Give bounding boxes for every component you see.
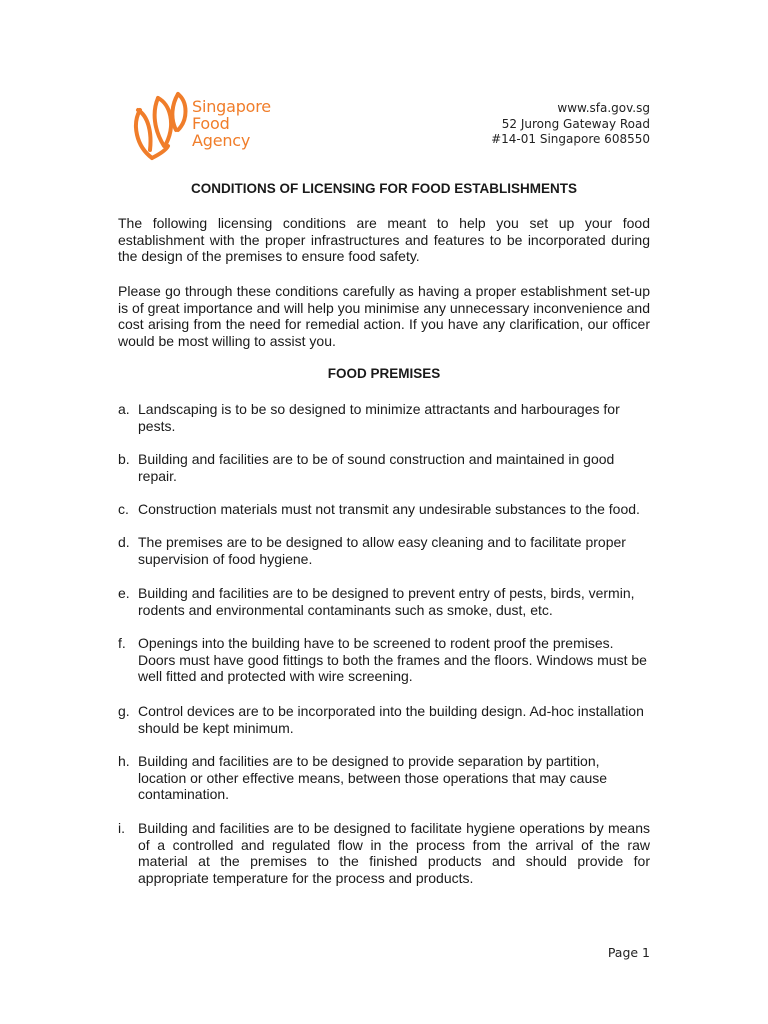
address-block (491, 101, 650, 148)
logo-line-2: Food (192, 114, 230, 133)
list-item-text: Building and facilities are to be designed to provide separation by partition, location or other effective means, between those operations that may cause contamination. (138, 753, 608, 803)
list-item-text: The premises are to be designed to allow easy cleaning and to facilitate proper supervision of food hygiene. (138, 534, 626, 567)
list-item-text: Construction materials must not transmit any undesirable substances to the food. (138, 501, 640, 517)
document-title: CONDITIONS OF LICENSING FOR FOOD ESTABLISHMENTS (190, 181, 577, 196)
intro-paragraph: Please go through these conditions carefully as having a proper establishment set-up is of great importance and will help you minimise any unnecessary inconvenience and cost arising from the need for remedial action. If you have any clarification, our officer would be most willing to assist you. (118, 283, 650, 350)
address-street: 52 Jurong Gateway Road (501, 116, 650, 131)
list-item-letter: c. (118, 501, 129, 517)
list-item-text: Openings into the building have to be screened to rodent proof the premises. Doors must have good fittings to both the frames and the floors. Windows must be well fitted and protected with wire screening. (138, 635, 647, 685)
list-item-text: Control devices are to be incorporated into the building design. Ad-hoc installation should be kept minimum. (138, 703, 644, 736)
list-item (118, 703, 650, 736)
sfa-logo (130, 88, 290, 164)
list-item-letter: b. (118, 451, 130, 467)
list-item (118, 534, 650, 567)
address-unit: #14-01 Singapore 608550 (491, 132, 650, 146)
list-item (118, 585, 650, 618)
website-link[interactable]: www.sfa.gov.sg (557, 101, 650, 115)
logo-line-1: Singapore (192, 97, 271, 116)
list-item-letter: i. (118, 820, 125, 836)
intro-paragraph: The following licensing conditions are meant to help you set up your food establishment with the proper infrastructures and features to be incorporated during the design of the premises to ensure food safety. (118, 215, 650, 265)
list-item-text: Building and facilities are to be designed to prevent entry of pests, birds, vermin, rodents and environmental contaminants such as smoke, dust, etc. (138, 585, 635, 618)
list-item-letter: f. (118, 635, 126, 651)
logo-line-3: Agency (192, 131, 251, 150)
list-item (118, 501, 650, 518)
list-item-letter: d. (118, 534, 130, 550)
list-item (118, 451, 650, 484)
list-item-letter: e. (118, 585, 130, 601)
list-item-letter: h. (118, 753, 130, 769)
list-item-text: Landscaping is to be so designed to minimize attractants and harbourages for pests. (138, 401, 620, 434)
list-item (118, 635, 650, 685)
list-item-text: Building and facilities are to be of sound construction and maintained in good repair. (138, 451, 615, 484)
section-title: FOOD PREMISES (327, 366, 441, 381)
logo-wordmark (192, 98, 271, 149)
list-item (118, 401, 650, 434)
list-item (118, 753, 650, 803)
list-item-text: Building and facilities are to be designed to facilitate hygiene operations by means of a controlled and regulated flow in the process from the arrival of the raw material at the premises to the finished products and should provide for appropriate temperature for the process and products. (138, 820, 650, 887)
list-item-letter: a. (118, 401, 130, 417)
page-number: Page 1 (607, 945, 650, 960)
list-item (118, 820, 650, 887)
list-item-letter: g. (118, 703, 130, 719)
sfa-leaf-logo-icon (130, 88, 190, 164)
